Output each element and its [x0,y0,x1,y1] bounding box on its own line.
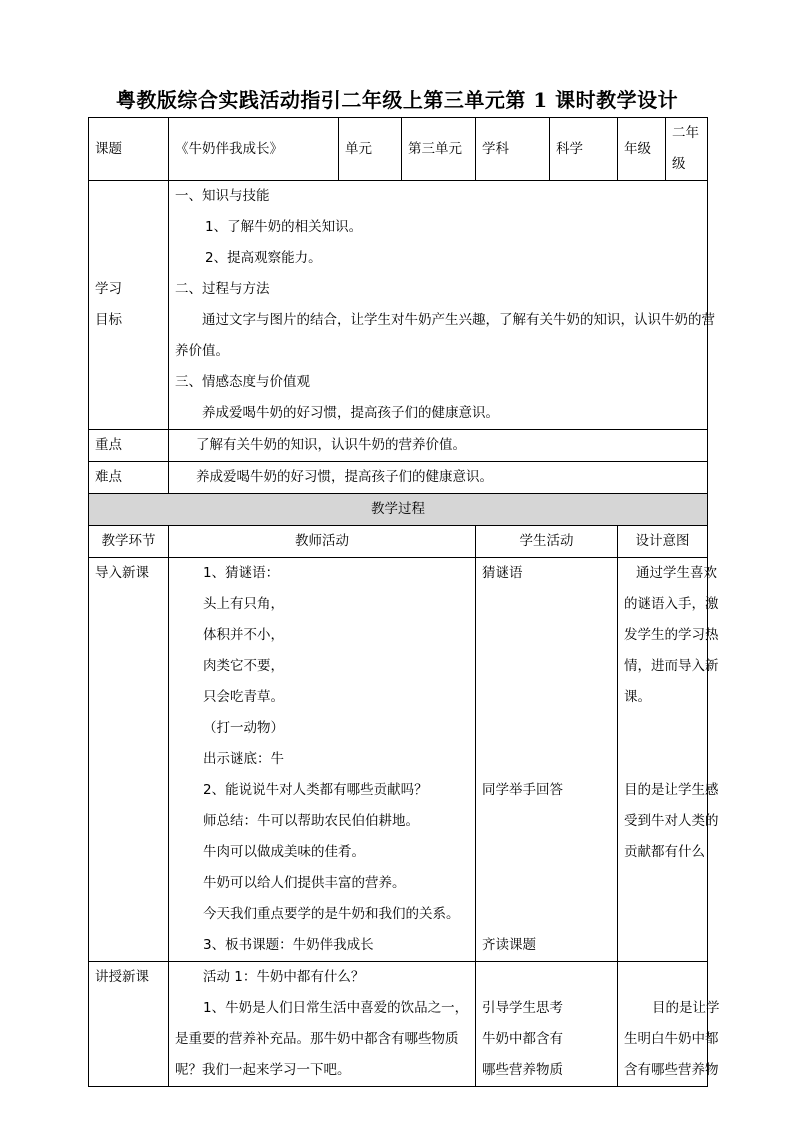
column-header-teacher: 教师活动 [169,526,476,558]
intent-line: 受到牛对人类的 [624,813,719,829]
unit-value: 第三单元 [402,118,476,181]
teacher-line: 牛肉可以做成美味的佳肴。 [203,844,365,860]
goals-line: 1、了解牛奶的相关知识。 [205,219,363,235]
column-header-stage: 教学环节 [89,526,169,558]
document-title: 粤教版综合实践活动指引二年级上第三单元第 1 课时教学设计 [115,88,679,112]
topic-value: 《牛奶伴我成长》 [169,118,339,181]
goals-line: 2、提高观察能力。 [205,250,322,266]
teacher-line: 是重要的营养补充品。那牛奶中都含有哪些物质 [175,1031,459,1047]
difficulty-text: 养成爱喝牛奶的好习惯，提高孩子们的健康意识。 [169,462,708,494]
student-line [482,837,611,868]
teacher-line: （打一动物） [203,720,284,736]
teacher-activity-teach [169,962,476,1087]
teacher-line: 师总结：牛可以帮助农民伯伯耕地。 [203,813,419,829]
intent-line [624,962,701,993]
teacher-line: 2、能说说牛对人类都有哪些贡献吗？ [203,782,428,798]
student-activity-teach [476,962,618,1087]
goals-line: 通过文字与图片的结合，让学生对牛奶产生兴趣，了解有关牛奶的知识，认识牛奶的营 [202,312,715,328]
column-header-intent: 设计意图 [618,526,708,558]
student-line [482,899,611,930]
student-line: 牛奶中都含有 [482,1031,563,1047]
grade-label: 年级 [618,118,666,181]
student-line: 引导学生思考 [482,1000,563,1016]
unit-label: 单元 [339,118,402,181]
student-activity-intro [476,558,618,962]
topic-label: 课题 [89,118,169,181]
difficulty-row [89,462,708,494]
goals-line: 二、过程与方法 [175,281,270,297]
student-line [482,806,611,837]
teacher-line: 头上有只角， [203,596,284,612]
teacher-line: 1、猜谜语： [203,565,280,581]
key-point-row [89,430,708,462]
grade-value: 二年级 [666,118,708,181]
goals-line: 三、情感态度与价值观 [175,374,310,390]
subject-label: 学科 [476,118,550,181]
process-header-row [89,494,708,526]
teacher-line: 活动 1：牛奶中都有什么？ [203,969,365,985]
section-intro-row [89,558,708,962]
goals-content [169,181,715,430]
student-line [482,651,611,682]
intent-line: 生明白牛奶中都 [624,1031,719,1047]
subject-value: 科学 [550,118,618,181]
goals-row [89,181,708,430]
intent-line: 通过学生喜欢 [636,565,717,581]
teacher-line: 今天我们重点要学的是牛奶和我们的关系。 [203,906,460,922]
student-line: 哪些营养物质 [482,1062,563,1078]
design-intent-teach [618,962,720,1087]
section-teach-row [89,962,708,1087]
intent-line: 目的是让学生感 [624,782,719,798]
intent-line: 含有哪些营养物 [624,1062,719,1078]
student-line [482,744,611,775]
intent-line: 目的是让学 [652,1000,720,1016]
teacher-activity-intro [169,558,476,962]
student-line [482,589,611,620]
design-intent-intro [618,558,719,962]
stage-intro: 导入新课 [89,558,169,962]
key-point-text: 了解有关牛奶的知识，认识牛奶的营养价值。 [169,430,708,462]
intent-line [624,713,701,744]
column-header-student: 学生活动 [476,526,618,558]
goals-line: 养成爱喝牛奶的好习惯，提高孩子们的健康意识。 [202,405,499,421]
student-line [482,713,611,744]
key-point-label: 重点 [89,430,169,462]
teacher-line: 1、牛奶是人们日常生活中喜爱的饮品之一， [203,1000,469,1016]
lesson-plan-table [88,117,720,1087]
intent-line: 情，进而导入新 [624,658,719,674]
student-line: 齐读课题 [482,937,536,953]
intent-line: 贡献都有什么 [624,844,705,860]
difficulty-label: 难点 [89,462,169,494]
header-row [89,118,708,181]
student-line [482,868,611,899]
stage-teach: 讲授新课 [89,962,169,1087]
teacher-line: 呢？我们一起来学习一下吧。 [175,1062,351,1078]
intent-line: 的谜语入手，激 [624,596,719,612]
teacher-line: 3、板书课题：牛奶伴我成长 [203,937,374,953]
intent-line: 发学生的学习热 [624,627,719,643]
column-header-row [89,526,708,558]
student-line: 同学举手回答 [482,782,563,798]
teacher-line: 体积并不小， [203,627,284,643]
goals-line: 一、知识与技能 [175,188,270,204]
goals-line: 养价值。 [175,343,229,359]
intent-line [624,744,701,775]
student-line: 猜谜语 [482,565,523,581]
teacher-line: 只会吃青草。 [203,689,284,705]
teacher-line: 出示谜底：牛 [203,751,284,767]
process-header: 教学过程 [89,494,708,526]
teacher-line: 肉类它不要， [203,658,284,674]
teacher-line: 牛奶可以给人们提供丰富的营养。 [203,875,406,891]
student-line [482,620,611,651]
intent-line: 课。 [624,689,651,705]
student-line [482,682,611,713]
goals-label: 学习 目标 [89,181,169,430]
student-line [482,962,611,993]
